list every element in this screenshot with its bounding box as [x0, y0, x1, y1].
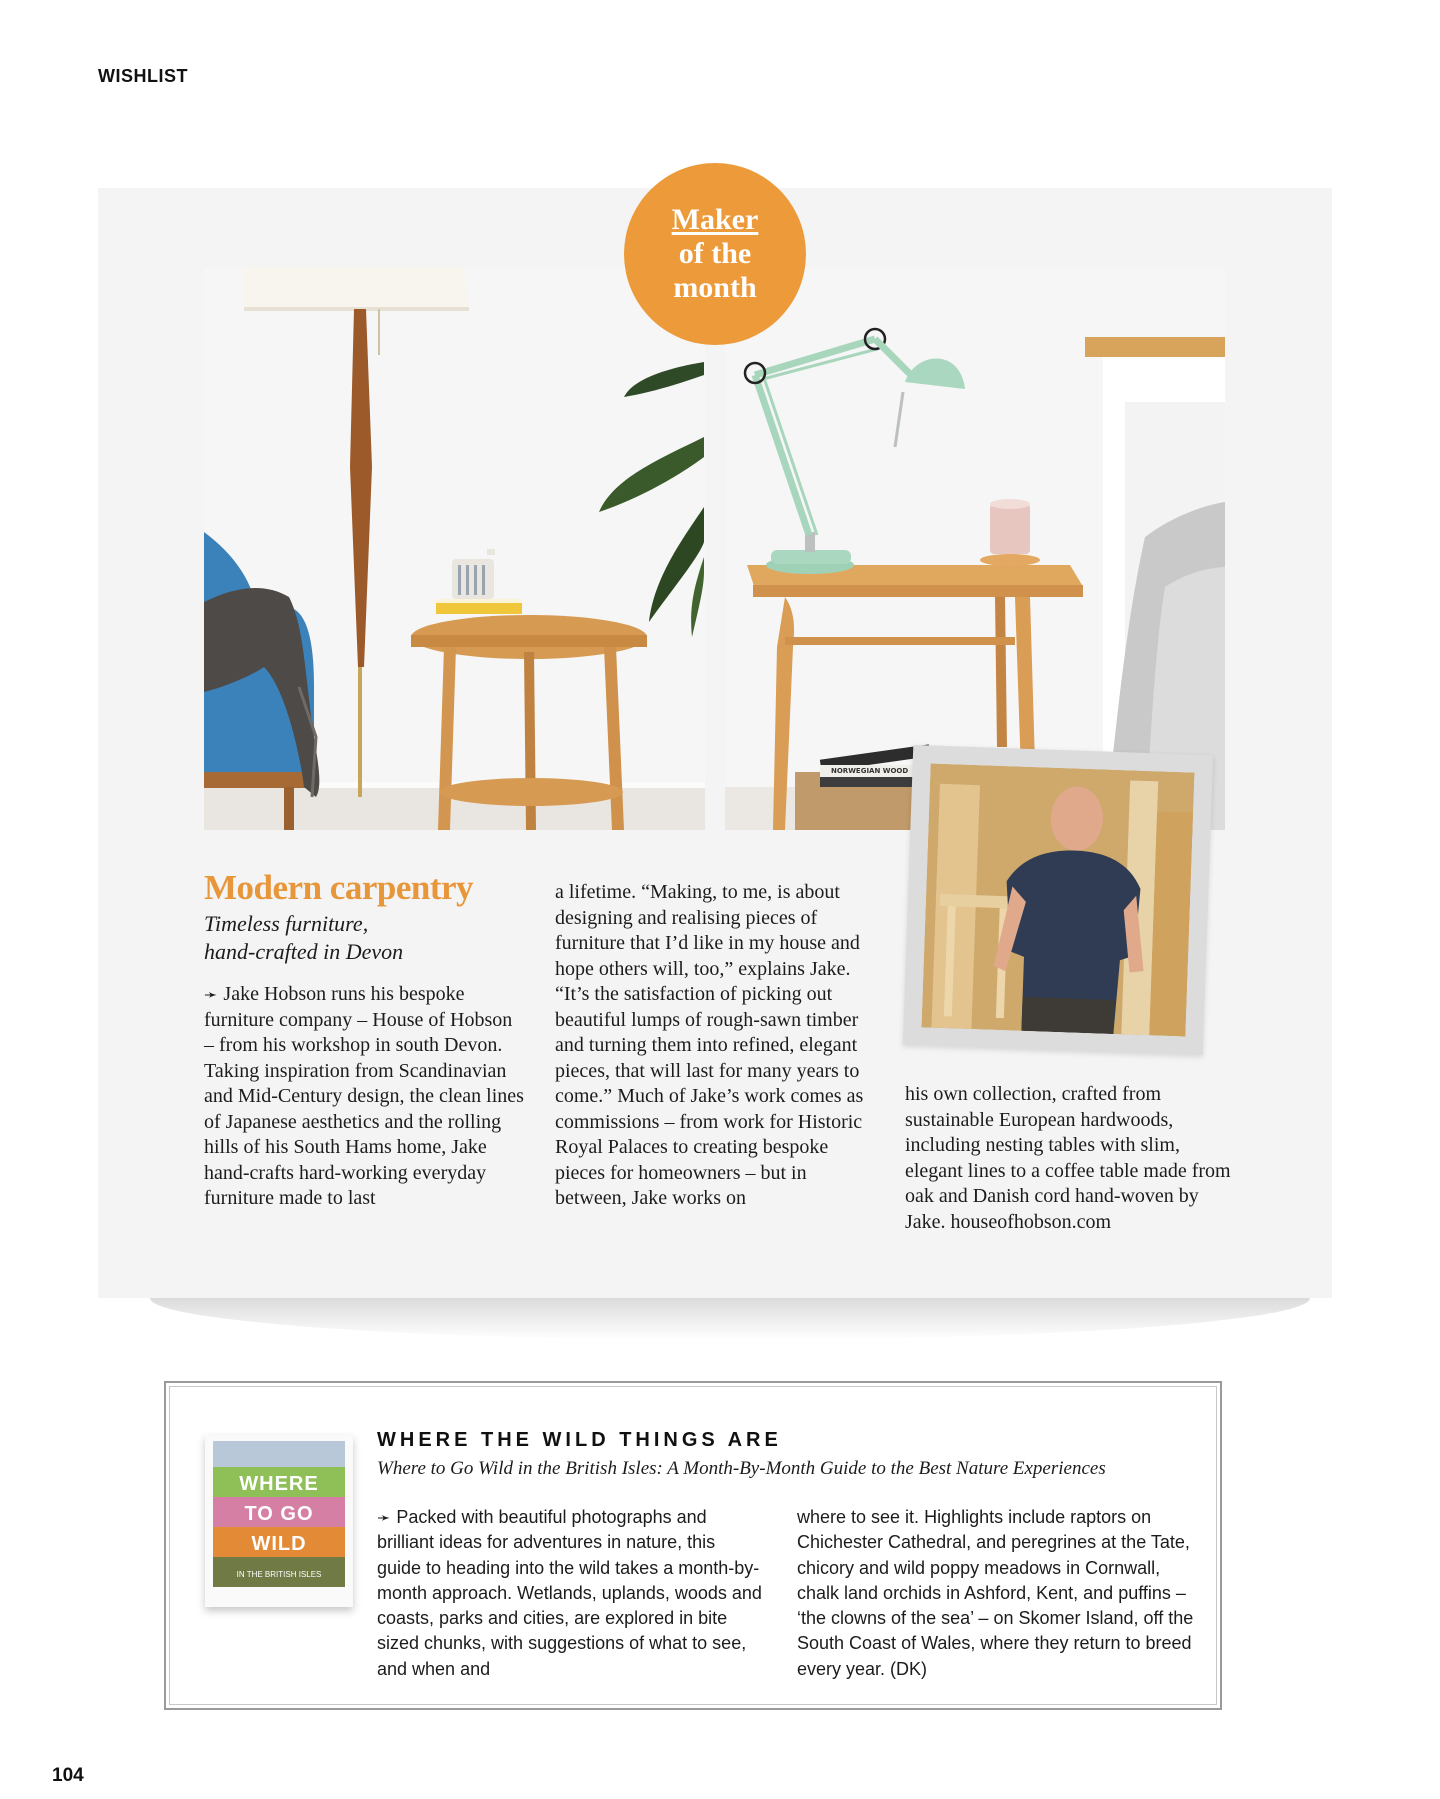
feature-headline: Modern carpentry: [204, 868, 474, 907]
panel-shadow: [150, 1298, 1310, 1340]
maker-portrait: [903, 745, 1213, 1055]
book-subtitle: Where to Go Wild in the British Isles: A Month-By-Month Guide to the Best Nature Experiences: [377, 1458, 1106, 1479]
book-cover-tagline: IN THE BRITISH ISLES: [236, 1570, 322, 1579]
feature-body-column-3: his own collection, crafted from sustainable European hardwoods, including nesting tables with slim, elegant lines to a coffee table made from oak and Danish cord hand-woven by Jake. houseofhobson.com: [905, 1083, 1231, 1233]
book-spine-text: NORWEGIAN WOOD: [831, 767, 909, 775]
book-cover: [205, 1435, 353, 1607]
book-body-column-1: [377, 1505, 762, 1682]
book-cover-word-1: WHERE: [239, 1473, 319, 1495]
feature-body-column-2: a lifetime. “Making, to me, is about designing and realising pieces of furniture that I’d like in my house and hope others will, too,” explains Jake. “It’s the satisfaction of picking out beautiful lumps of rough-sawn timber and turning them into refined, elegant pieces, that will last for many years to come.” Much of Jake’s work comes as commissions – from work for Historic Royal Palaces to creating bespoke pieces for homeowners – but in between, Jake works on: [555, 881, 864, 1209]
page-number: 104: [52, 1765, 84, 1786]
book-cover-word-3: WILD: [251, 1533, 307, 1555]
arrow-icon: ➛: [204, 985, 218, 1004]
book-body-text-1: Packed with beautiful photographs and brilliant ideas for adventures in nature, this guide to heading into the wild takes a month-by-month approach. Wetlands, uplands, woods and coasts, parks and cities, are explored in bite sized chunks, with suggestions of what to see, and when and: [377, 1507, 762, 1679]
section-label: WISHLIST: [98, 66, 188, 86]
book-body-column-2: where to see it. Highlights include raptors on Chichester Cathedral, and peregrines at the Tate, chicory and wild poppy meadows in Cornwall, chalk land orchids in Ashford, Kent, and puffins – ‘the clowns of the sea’ – on Skomer Island, off the South Coast of Wales, where they return to breed every year. (DK): [797, 1507, 1194, 1679]
feature-body-text-1: Jake Hobson runs his bespoke furniture company – House of Hobson – from his workshop in south Devon. Taking inspiration from Scandinavian and Mid-Century design, the clean lines of Japanese aesthetics and the rolling hills of his South Hams home, Jake hand-crafts hard-working everyday furniture made to last: [204, 983, 524, 1209]
feature-subhead: [204, 910, 524, 966]
console-table-photo: [725, 267, 1225, 830]
arrow-icon: ➛: [377, 1508, 391, 1527]
feature-subhead-line-2: hand-crafted in Devon: [204, 939, 404, 964]
book-cover-word-2: TO GO: [244, 1503, 314, 1525]
feature-body-column-1: [204, 982, 524, 1212]
badge-line-3: month: [673, 271, 757, 304]
side-table-photo: [204, 267, 705, 830]
badge-line-1: Maker: [671, 203, 759, 236]
feature-subhead-line-1: Timeless furniture,: [204, 911, 369, 936]
maker-of-the-month-badge: [624, 163, 806, 345]
badge-line-2: of the: [678, 237, 752, 270]
book-title: WHERE THE WILD THINGS ARE: [377, 1429, 782, 1451]
